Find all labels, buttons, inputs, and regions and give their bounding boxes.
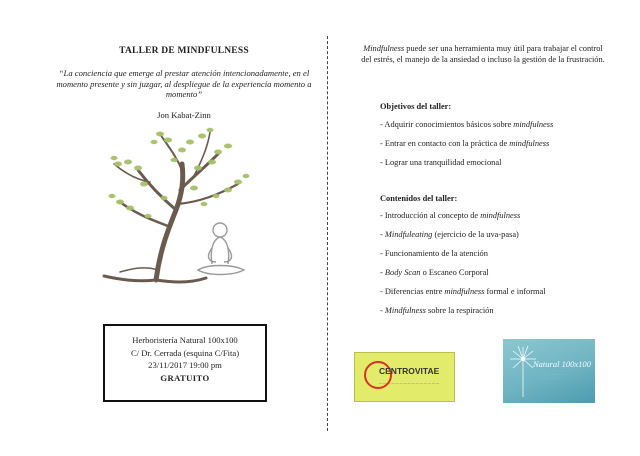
objective-item <box>380 158 610 177</box>
price-label: GRATUITO <box>160 372 210 383</box>
content-suffix: (ejercicio de la uva-pasa) <box>432 230 519 239</box>
content-item <box>380 287 610 306</box>
content-text: - <box>380 306 385 315</box>
natural-name: Natural 100x100 <box>533 359 591 369</box>
content-text: - <box>380 268 385 277</box>
content-text: - Diferencias entre <box>380 287 445 296</box>
content-emphasis: mindfulness <box>444 287 485 296</box>
workshop-title: TALLER DE MINDFULNESS <box>119 46 249 56</box>
tree-trunk <box>104 132 238 282</box>
contents-title: Contenidos del taller: <box>380 194 458 203</box>
objective-emphasis: mindfulness <box>509 139 550 148</box>
objective-emphasis: mindfulness <box>513 120 554 129</box>
meditation-tree-illustration <box>98 120 278 290</box>
content-emphasis: Mindfulness <box>384 306 426 315</box>
centrovitae-tagline-decoration: — — — — — — — — — — — — — — — <box>379 381 440 385</box>
objective-text: - Entrar en contacto con la práctica de <box>380 139 510 148</box>
natural-subtext-decoration: · · · · · · · · · · · · · · · · · · · · · · · · · · · · · · · · · <box>539 372 572 380</box>
content-item <box>380 230 610 249</box>
content-item <box>380 268 610 287</box>
contents-list <box>380 211 610 325</box>
content-text: - <box>380 230 385 239</box>
venue-address: C/ Dr. Cerrada (esquina C/Fita) <box>130 347 240 358</box>
left-column <box>40 38 328 120</box>
quote-author: Jon Kabat-Zinn <box>157 109 211 120</box>
content-emphasis: mindfulness <box>480 211 521 220</box>
quote-text: “La conciencia que emerge al prestar atención intencionadamente, en el momento presente y sin juzgar, al despliegue de la experiencia momento a momento” <box>56 68 312 99</box>
content-emphasis: Mindfuleating <box>384 230 433 239</box>
intro-emphasis: Mindfulness <box>363 44 405 53</box>
objectives-list <box>380 120 610 177</box>
objective-item <box>380 120 610 139</box>
natural-100x100-logo <box>503 339 595 403</box>
content-suffix: sobre la respiración <box>425 306 494 315</box>
centrovitae-name: CENTROVITAE <box>379 366 440 376</box>
content-suffix: formal e informal <box>484 287 546 296</box>
event-info-box <box>103 324 267 402</box>
content-emphasis: Body Scan <box>384 268 421 277</box>
venue-name: Herboristería Natural 100x100 <box>132 335 238 345</box>
intro-text: puede ser una herramienta muy útil para trabajar el control del estrés, el manejo de la ansiedad o incluso la gestión de la frustración. <box>361 44 605 64</box>
centrovitae-logo <box>354 352 455 402</box>
event-datetime: 23/11/2017 19:00 pm <box>148 360 222 370</box>
objective-text: - Lograr una tranquilidad emocional <box>380 158 502 167</box>
content-suffix: o Escaneo Corporal <box>420 268 489 277</box>
fold-divider <box>327 36 328 431</box>
right-column <box>358 44 608 315</box>
content-item <box>380 249 610 268</box>
objective-item <box>380 139 610 158</box>
content-text: - Funcionamiento de la atención <box>380 249 488 258</box>
objective-text: - Adquirir conocimientos básicos sobre <box>380 120 514 129</box>
intro-paragraph <box>358 44 608 65</box>
objectives-title: Objetivos del taller: <box>380 102 452 111</box>
content-item <box>380 306 610 325</box>
dandelion-icon <box>509 345 539 399</box>
content-item <box>380 211 610 230</box>
meditating-person-icon <box>198 223 244 275</box>
content-text: - Introducción al concepto de <box>380 211 481 220</box>
